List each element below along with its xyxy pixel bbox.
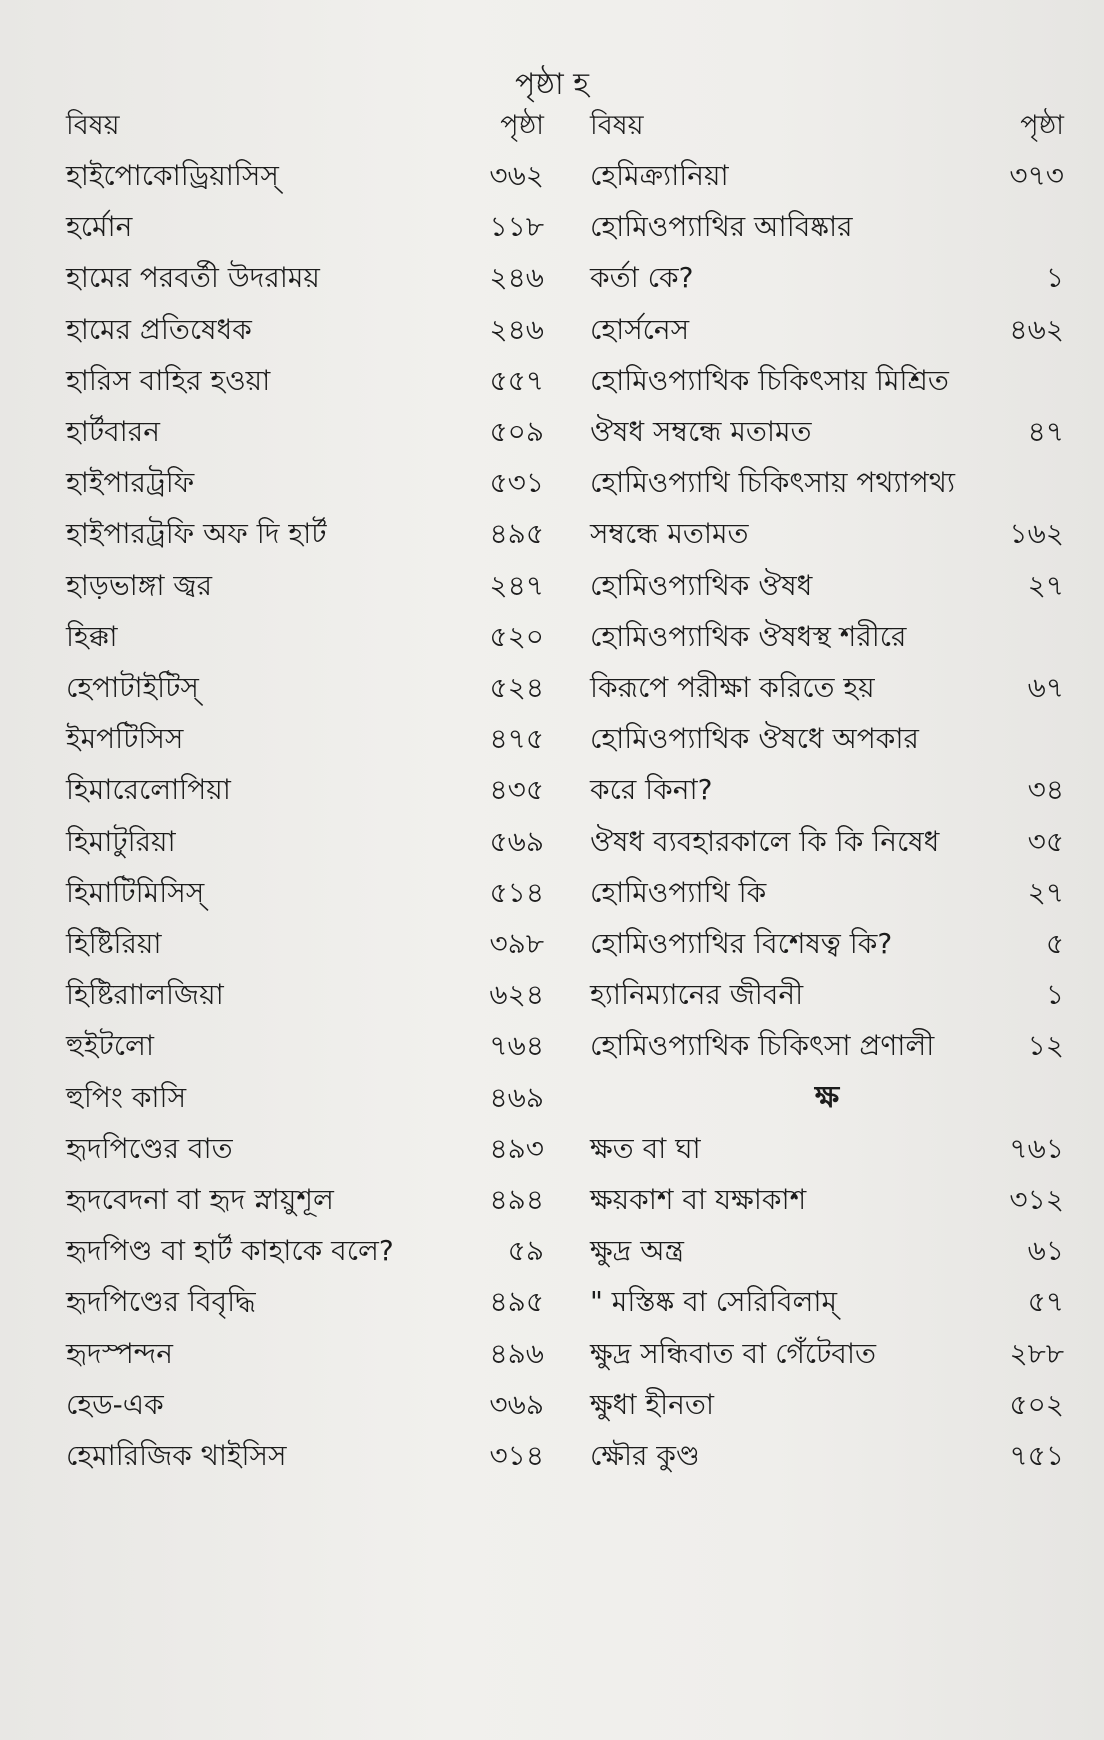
index-entry bbox=[590, 1225, 1064, 1277]
index-entry bbox=[66, 1430, 544, 1482]
index-entry bbox=[590, 816, 1064, 868]
index-entry bbox=[66, 201, 544, 253]
entry-page-number: ৪৬৯ bbox=[489, 1080, 544, 1114]
entry-page-number: ১৬২ bbox=[1009, 517, 1064, 551]
index-entry bbox=[590, 867, 1064, 919]
page-number-header: পৃষ্ঠা হ bbox=[515, 67, 589, 102]
index-entry bbox=[66, 764, 544, 816]
entry-page-number: ৫০২ bbox=[1009, 1387, 1064, 1421]
entry-page-number: ৩৬২ bbox=[489, 159, 544, 192]
entry-page-number: ৩৪ bbox=[1027, 773, 1064, 807]
entry-page-number: ৩১২ bbox=[1009, 1183, 1064, 1216]
entry-page-number: ৫ bbox=[1045, 927, 1064, 960]
entry-topic: ইমপটিসিস bbox=[66, 722, 184, 756]
index-entry bbox=[590, 1379, 1064, 1431]
index-entry bbox=[590, 662, 1064, 714]
entry-page-number: ৫৯ bbox=[507, 1234, 544, 1268]
entry-page-number: ৫৭ bbox=[1027, 1285, 1064, 1319]
entry-page-number: ৭৬৪ bbox=[489, 1029, 544, 1063]
index-entry bbox=[66, 508, 544, 560]
index-entry bbox=[66, 1276, 544, 1328]
entry-topic: হিমাটুরিয়া bbox=[66, 824, 176, 858]
entry-page-number: ৪৯৪ bbox=[489, 1183, 544, 1216]
index-entry bbox=[66, 662, 544, 714]
entry-page-number: ৭৬১ bbox=[1009, 1131, 1064, 1165]
entry-page-number: ৬১ bbox=[1027, 1234, 1064, 1268]
entry-page-number: ৩৫ bbox=[1027, 824, 1064, 858]
entry-page-number: ২৪৭ bbox=[489, 568, 544, 602]
index-entry bbox=[590, 764, 1064, 816]
entry-page-number: ৭৫১ bbox=[1009, 1439, 1064, 1472]
index-entry bbox=[590, 201, 1064, 253]
entry-page-number: ২৭ bbox=[1027, 568, 1064, 602]
entry-page-number: ৪৩৫ bbox=[489, 773, 544, 807]
entry-page-number: ৩৬৯ bbox=[489, 1387, 544, 1421]
index-entry bbox=[590, 457, 1064, 509]
index-entry bbox=[66, 713, 544, 765]
column-header bbox=[590, 100, 1064, 152]
section-heading bbox=[590, 1072, 1064, 1124]
entry-topic: হেমারিজিক থাইসিস bbox=[66, 1439, 287, 1472]
index-entry bbox=[66, 252, 544, 304]
index-entry bbox=[590, 713, 1064, 765]
entry-topic: হর্মোন bbox=[66, 210, 133, 244]
entry-topic: হামের প্রতিষেধক bbox=[66, 312, 252, 346]
entry-page-number: ৫২৪ bbox=[489, 671, 544, 704]
entry-page-number: ১ bbox=[1045, 978, 1064, 1012]
entry-page-number: ৪৭ bbox=[1027, 415, 1064, 448]
entry-topic: হাইপারট্রফি অফ দি হার্ট bbox=[66, 517, 327, 551]
index-entry bbox=[66, 1379, 544, 1431]
index-entry bbox=[590, 406, 1064, 458]
entry-page-number: ১১৮ bbox=[489, 210, 544, 244]
entry-page-number: ৩১৪ bbox=[489, 1439, 544, 1472]
index-entry bbox=[590, 252, 1064, 304]
entry-topic: হৃদপিণ্ডের বাত bbox=[66, 1131, 233, 1165]
column-header bbox=[66, 100, 544, 152]
index-entry bbox=[66, 560, 544, 612]
entry-page-number: ১ bbox=[1045, 261, 1064, 295]
index-entry bbox=[590, 1174, 1064, 1226]
entry-topic: হোমিওপ্যাথিক ঔষধ bbox=[590, 568, 813, 602]
entry-topic: হোমিওপ্যাথিক চিকিৎসা প্রণালী bbox=[590, 1029, 935, 1063]
page-heading: পৃষ্ঠা bbox=[500, 110, 544, 141]
index-entry bbox=[66, 867, 544, 919]
entry-topic: হ্যানিম্যানের জীবনী bbox=[590, 978, 804, 1012]
entry-page-number: ৩৭৩ bbox=[1009, 159, 1064, 192]
index-entry bbox=[590, 918, 1064, 970]
index-entry bbox=[590, 1328, 1064, 1380]
entry-page-number: ৩৯৮ bbox=[489, 927, 544, 960]
entry-page-number: ৪৯৫ bbox=[489, 517, 544, 551]
entry-page-number: ৫১৪ bbox=[489, 875, 544, 909]
entry-page-number: ৫২০ bbox=[489, 619, 544, 653]
entry-topic: " মস্তিষ্ক বা সেরিবিলাম্ bbox=[590, 1285, 838, 1319]
entry-topic: হুইটলো bbox=[66, 1029, 154, 1063]
entry-topic: ক্ষুদ্র সন্ধিবাত বা গেঁটেবাত bbox=[590, 1336, 877, 1370]
index-entry bbox=[66, 1174, 544, 1226]
entry-page-number: ৬৭ bbox=[1027, 671, 1064, 704]
entry-page-number: ৬২৪ bbox=[489, 978, 544, 1012]
entry-topic: ঔষধ ব্যবহারকালে কি কি নিষেধ bbox=[590, 824, 940, 858]
index-entry bbox=[66, 355, 544, 407]
entry-page-number: ৫০৯ bbox=[489, 415, 544, 448]
page-heading: পৃষ্ঠা bbox=[1020, 110, 1064, 141]
index-entry bbox=[66, 304, 544, 356]
entry-topic: হোর্সনেস bbox=[590, 312, 690, 346]
entry-page-number: ৪৯৫ bbox=[489, 1285, 544, 1319]
entry-page-number: ২৪৬ bbox=[489, 261, 544, 295]
entry-topic: ক্ষুধা হীনতা bbox=[590, 1387, 714, 1421]
entry-topic: হিষ্টিরাালজিয়া bbox=[66, 978, 224, 1012]
index-entry bbox=[590, 1430, 1064, 1482]
entry-topic: হৃদস্পন্দন bbox=[66, 1336, 173, 1370]
entry-topic: হেমিক্র্যানিয়া bbox=[590, 159, 729, 192]
entry-topic: হিক্কা bbox=[66, 619, 118, 653]
entry-page-number: ১২ bbox=[1027, 1029, 1064, 1063]
index-entry bbox=[66, 1072, 544, 1124]
entry-topic: হোমিওপ্যাথি কি bbox=[590, 875, 767, 909]
entry-topic: ক্ষৌর কুণ্ড bbox=[590, 1439, 700, 1472]
entry-topic: হোমিওপ্যাথিক ঔষধে অপকার bbox=[590, 722, 919, 756]
entry-topic: হাইপোকোড্রিয়াসিস্ bbox=[66, 159, 279, 192]
index-entry bbox=[66, 1328, 544, 1380]
index-entry bbox=[66, 406, 544, 458]
entry-page-number: ৫৩১ bbox=[489, 466, 544, 500]
index-entry bbox=[66, 611, 544, 663]
entry-topic: হিমাটিমিসিস্ bbox=[66, 875, 205, 909]
entry-topic: হোমিওপ্যাথি চিকিৎসায় পথ্যাপথ্য bbox=[590, 466, 955, 500]
entry-topic: হারিস বাহির হওয়া bbox=[66, 363, 271, 397]
entry-topic: হৃদপিণ্ড বা হার্ট কাহাকে বলে? bbox=[66, 1234, 394, 1268]
entry-page-number: ২৮৮ bbox=[1009, 1336, 1064, 1370]
entry-topic: কর্তা কে? bbox=[590, 261, 694, 295]
entry-topic: ক্ষয়কাশ বা যক্ষাকাশ bbox=[590, 1183, 807, 1216]
index-entry bbox=[66, 918, 544, 970]
subject-heading: বিষয় bbox=[590, 110, 644, 141]
index-entry bbox=[66, 457, 544, 509]
entry-page-number: ৫৫৭ bbox=[489, 363, 544, 397]
index-entry bbox=[590, 304, 1064, 356]
entry-topic: হোমিওপ্যাথির আবিষ্কার bbox=[590, 210, 853, 244]
entry-topic: হামের পরবর্তী উদরাময় bbox=[66, 261, 320, 295]
section-letter: ক্ষ bbox=[814, 1079, 840, 1115]
entry-topic: হাড়ভাঙ্গা জ্বর bbox=[66, 568, 213, 602]
entry-page-number: ২৭ bbox=[1027, 875, 1064, 909]
index-entry bbox=[590, 611, 1064, 663]
entry-topic: হোমিওপ্যাথিক চিকিৎসায় মিশ্রিত bbox=[590, 363, 949, 397]
index-entry bbox=[590, 969, 1064, 1021]
entry-topic: হেপাটাইটিস্ bbox=[66, 671, 199, 704]
index-entry bbox=[590, 560, 1064, 612]
entry-topic: হোমিওপ্যাথিক ঔষধস্থ শরীরে bbox=[590, 619, 907, 653]
subject-heading: বিষয় bbox=[66, 110, 120, 141]
entry-topic: সম্বন্ধে মতামত bbox=[590, 517, 749, 551]
index-entry bbox=[590, 1020, 1064, 1072]
index-entry bbox=[590, 508, 1064, 560]
entry-topic: হাইপারট্রফি bbox=[66, 466, 195, 500]
entry-topic: হোমিওপ্যাথির বিশেষত্ব কি? bbox=[590, 927, 893, 960]
index-entry bbox=[66, 1020, 544, 1072]
entry-page-number: ২৪৬ bbox=[489, 312, 544, 346]
entry-topic: হুপিং কাসি bbox=[66, 1080, 187, 1114]
index-entry bbox=[66, 969, 544, 1021]
entry-topic: হিমারেলোপিয়া bbox=[66, 773, 231, 807]
index-entry bbox=[66, 816, 544, 868]
entry-page-number: ৪৯৬ bbox=[489, 1336, 544, 1370]
index-entry bbox=[66, 1225, 544, 1277]
entry-topic: হার্টবারন bbox=[66, 415, 160, 448]
index-entry bbox=[66, 150, 544, 202]
entry-topic: ক্ষত বা ঘা bbox=[590, 1131, 701, 1165]
entry-topic: ঔষধ সম্বন্ধে মতামত bbox=[590, 415, 812, 448]
entry-topic: হেড-এক bbox=[66, 1387, 164, 1421]
entry-topic: ক্ষুদ্র অন্ত্র bbox=[590, 1234, 684, 1268]
entry-topic: কিরূপে পরীক্ষা করিতে হয় bbox=[590, 671, 875, 704]
index-entry bbox=[590, 1123, 1064, 1175]
entry-topic: হিষ্টিরিয়া bbox=[66, 927, 162, 960]
index-entry bbox=[66, 1123, 544, 1175]
entry-page-number: ৫৬৯ bbox=[489, 824, 544, 858]
entry-page-number: ৪৭৫ bbox=[489, 722, 544, 756]
index-entry bbox=[590, 150, 1064, 202]
entry-topic: হৃদপিণ্ডের বিবৃদ্ধি bbox=[66, 1285, 256, 1319]
entry-topic: করে কিনা? bbox=[590, 773, 713, 807]
entry-page-number: ৪৬২ bbox=[1009, 312, 1064, 346]
entry-topic: হৃদবেদনা বা হৃদ স্নায়ুশূল bbox=[66, 1183, 334, 1216]
entry-page-number: ৪৯৩ bbox=[489, 1131, 544, 1165]
index-entry bbox=[590, 355, 1064, 407]
index-entry bbox=[590, 1276, 1064, 1328]
